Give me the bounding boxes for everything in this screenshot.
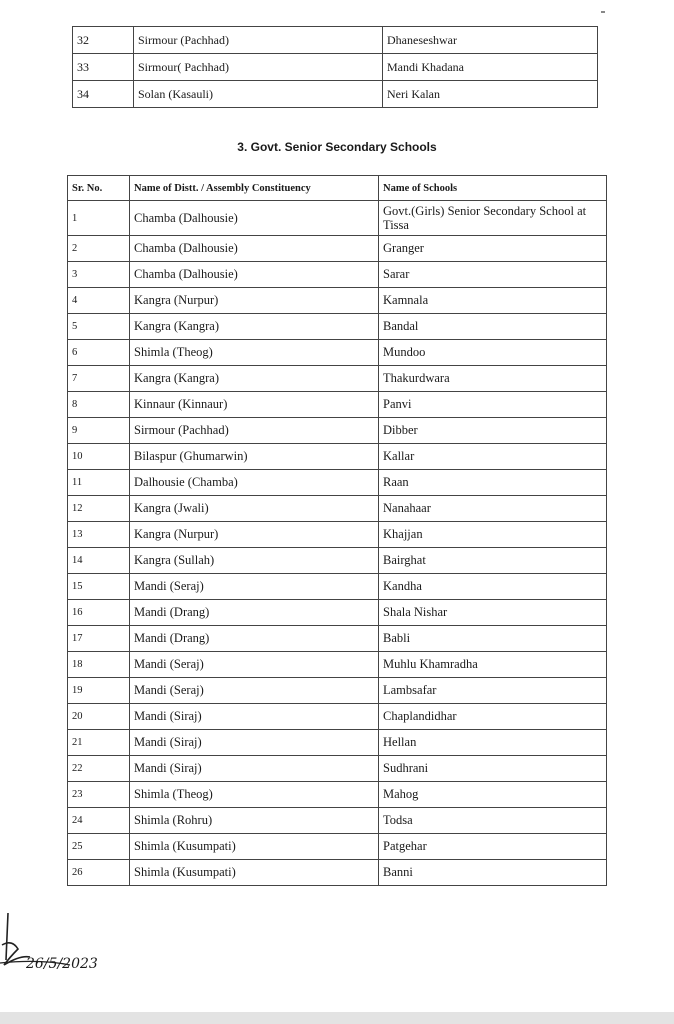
sr-no-cell: 34 — [73, 81, 134, 108]
district-cell: Chamba (Dalhousie) — [130, 236, 379, 262]
school-cell: Sudhrani — [379, 756, 607, 782]
school-cell: Kamnala — [379, 288, 607, 314]
school-cell: Chaplandidhar — [379, 704, 607, 730]
table-row — [73, 27, 598, 54]
sr-no-cell: 4 — [68, 288, 130, 314]
district-cell: Sirmour (Pachhad) — [134, 27, 383, 54]
district-cell: Mandi (Seraj) — [130, 678, 379, 704]
table-row — [68, 626, 607, 652]
table-row — [68, 236, 607, 262]
table-row — [68, 704, 607, 730]
table-row — [68, 730, 607, 756]
sr-no-cell: 16 — [68, 600, 130, 626]
district-cell: Kangra (Nurpur) — [130, 288, 379, 314]
district-cell: Dalhousie (Chamba) — [130, 470, 379, 496]
header-school: Name of Schools — [379, 176, 607, 201]
district-cell: Kangra (Kangra) — [130, 314, 379, 340]
table-row — [68, 444, 607, 470]
table-row — [68, 340, 607, 366]
table-row — [68, 756, 607, 782]
school-cell: Khajjan — [379, 522, 607, 548]
sr-no-cell: 13 — [68, 522, 130, 548]
table-row — [68, 496, 607, 522]
school-cell: Bandal — [379, 314, 607, 340]
table-header-row — [68, 176, 607, 201]
sr-no-cell: 23 — [68, 782, 130, 808]
table-row — [68, 392, 607, 418]
sr-no-cell: 15 — [68, 574, 130, 600]
sr-no-cell: 11 — [68, 470, 130, 496]
district-cell: Shimla (Theog) — [130, 782, 379, 808]
section-heading: 3. Govt. Senior Secondary Schools — [237, 140, 437, 154]
sr-no-cell: 33 — [73, 54, 134, 81]
table-row — [68, 860, 607, 886]
school-cell: Mandi Khadana — [383, 54, 598, 81]
sr-no-cell: 14 — [68, 548, 130, 574]
school-cell: Todsa — [379, 808, 607, 834]
district-cell: Shimla (Kusumpati) — [130, 834, 379, 860]
sr-no-cell: 6 — [68, 340, 130, 366]
district-cell: Kangra (Jwali) — [130, 496, 379, 522]
header-district: Name of Distt. / Assembly Constituency — [130, 176, 379, 201]
school-cell: Govt.(Girls) Senior Secondary School at Tissa — [379, 201, 607, 236]
district-cell: Shimla (Rohru) — [130, 808, 379, 834]
school-cell: Raan — [379, 470, 607, 496]
school-cell: Shala Nishar — [379, 600, 607, 626]
district-cell: Sirmour( Pachhad) — [134, 54, 383, 81]
district-cell: Kangra (Kangra) — [130, 366, 379, 392]
sr-no-cell: 17 — [68, 626, 130, 652]
table-row — [68, 652, 607, 678]
table-row — [68, 808, 607, 834]
district-cell: Shimla (Theog) — [130, 340, 379, 366]
district-cell: Chamba (Dalhousie) — [130, 201, 379, 236]
school-cell: Mundoo — [379, 340, 607, 366]
district-cell: Mandi (Seraj) — [130, 574, 379, 600]
sr-no-cell: 8 — [68, 392, 130, 418]
district-cell: Bilaspur (Ghumarwin) — [130, 444, 379, 470]
scan-bottom-edge — [0, 1012, 674, 1024]
sr-no-cell: 24 — [68, 808, 130, 834]
school-cell: Kandha — [379, 574, 607, 600]
school-cell: Neri Kalan — [383, 81, 598, 108]
district-cell: Mandi (Siraj) — [130, 704, 379, 730]
continued-school-table — [72, 26, 598, 108]
school-cell: Sarar — [379, 262, 607, 288]
sr-no-cell: 3 — [68, 262, 130, 288]
table-row — [68, 366, 607, 392]
table-row — [68, 574, 607, 600]
table-body — [68, 201, 607, 886]
school-cell: Nanahaar — [379, 496, 607, 522]
school-cell: Thakurdwara — [379, 366, 607, 392]
school-cell: Dhaneseshwar — [383, 27, 598, 54]
school-cell: Granger — [379, 236, 607, 262]
school-cell: Hellan — [379, 730, 607, 756]
sr-no-cell: 10 — [68, 444, 130, 470]
sr-no-cell: 21 — [68, 730, 130, 756]
sr-no-cell: 18 — [68, 652, 130, 678]
school-cell: Panvi — [379, 392, 607, 418]
table-row — [68, 470, 607, 496]
table-row — [68, 314, 607, 340]
sr-no-cell: 1 — [68, 201, 130, 236]
table-row — [68, 834, 607, 860]
district-cell: Mandi (Seraj) — [130, 652, 379, 678]
scan-mark — [601, 11, 605, 13]
sr-no-cell: 5 — [68, 314, 130, 340]
school-cell: Dibber — [379, 418, 607, 444]
district-cell: Kinnaur (Kinnaur) — [130, 392, 379, 418]
district-cell: Mandi (Siraj) — [130, 730, 379, 756]
district-cell: Kangra (Nurpur) — [130, 522, 379, 548]
table-row — [68, 288, 607, 314]
sr-no-cell: 9 — [68, 418, 130, 444]
table-row — [73, 54, 598, 81]
school-cell: Bairghat — [379, 548, 607, 574]
sr-no-cell: 12 — [68, 496, 130, 522]
sr-no-cell: 22 — [68, 756, 130, 782]
district-cell: Solan (Kasauli) — [134, 81, 383, 108]
sr-no-cell: 26 — [68, 860, 130, 886]
signature-date: 26/5/2023 — [26, 956, 98, 972]
district-cell: Chamba (Dalhousie) — [130, 262, 379, 288]
school-cell: Babli — [379, 626, 607, 652]
table-row — [68, 262, 607, 288]
school-cell: Patgehar — [379, 834, 607, 860]
table-row — [68, 678, 607, 704]
table-row — [68, 418, 607, 444]
sr-no-cell: 25 — [68, 834, 130, 860]
table-row — [68, 522, 607, 548]
table-row — [68, 548, 607, 574]
sr-no-cell: 19 — [68, 678, 130, 704]
school-cell: Lambsafar — [379, 678, 607, 704]
district-cell: Mandi (Siraj) — [130, 756, 379, 782]
header-sr-no: Sr. No. — [68, 176, 130, 201]
table-row — [68, 201, 607, 236]
sr-no-cell: 20 — [68, 704, 130, 730]
table-row — [73, 81, 598, 108]
table-row — [68, 782, 607, 808]
sr-no-cell: 32 — [73, 27, 134, 54]
table-row — [68, 600, 607, 626]
district-cell: Shimla (Kusumpati) — [130, 860, 379, 886]
district-cell: Sirmour (Pachhad) — [130, 418, 379, 444]
district-cell: Mandi (Drang) — [130, 626, 379, 652]
senior-secondary-schools-table — [67, 175, 607, 886]
school-cell: Muhlu Khamradha — [379, 652, 607, 678]
district-cell: Kangra (Sullah) — [130, 548, 379, 574]
sr-no-cell: 7 — [68, 366, 130, 392]
district-cell: Mandi (Drang) — [130, 600, 379, 626]
sr-no-cell: 2 — [68, 236, 130, 262]
school-cell: Mahog — [379, 782, 607, 808]
school-cell: Kallar — [379, 444, 607, 470]
school-cell: Banni — [379, 860, 607, 886]
